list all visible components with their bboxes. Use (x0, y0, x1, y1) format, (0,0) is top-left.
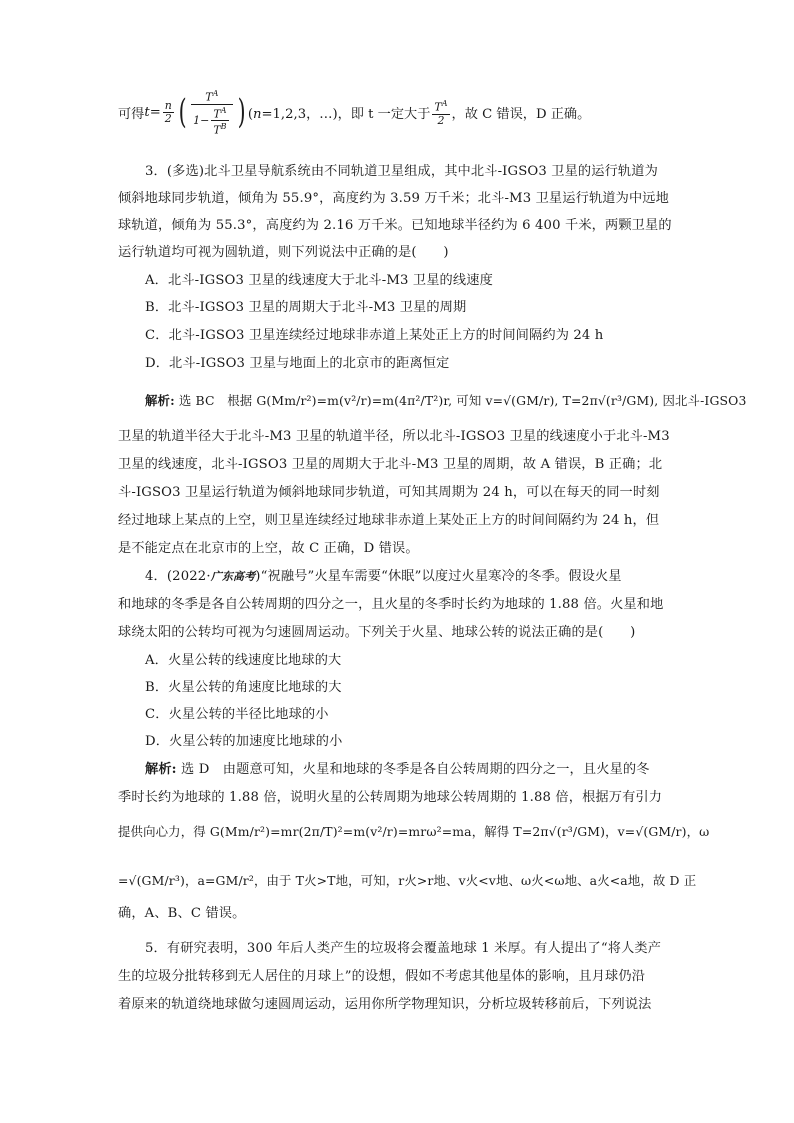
left-paren: ( (178, 92, 187, 133)
q4-line-2: 和地球的冬季是各自公转周期的四分之一，且火星的冬季时长约为地球的 1.88 倍。火星和地 (118, 597, 664, 612)
q3-analysis-first-text: 选 BC 根据 G(Mm/r²)=m(v²/r)=m(4π²/T²)r, 可知 v=√(GM/r), T=2π√(r³/GM), 因北斗-IGSO3 (178, 393, 747, 408)
q4-analysis-line-5: 确，A、B、C 错误。 (118, 906, 246, 921)
q5-line-3: 着原来的轨道绕地球做匀速圆周运动，运用你所学物理知识，分析垃圾转移前后，下列说法 (118, 997, 652, 1012)
q4-option-c: C．火星公转的半径比地球的小 (145, 707, 329, 722)
continuation-prefix: 可得 (118, 106, 145, 122)
fraction-n-over-2: $\frac{n}{2}$ (164, 98, 172, 125)
q3-line-4: 运行轨道均可视为圆轨道，则下列说法中正确的是( ) (118, 245, 449, 260)
continuation-suffix: ，故 C 错误，D 正确。 (451, 106, 591, 122)
q3-line-3: 球轨道，倾角为 55.3°，高度约为 2.16 万千米。已知地球半径约为 6 400 千米，两颗卫星的 (118, 218, 672, 233)
q5-line-1: 5．有研究表明，300 年后人类产生的垃圾将会覆盖地球 1 米厚。有人提出了“将人类产 (145, 941, 662, 956)
q4-analysis-line-1: 选 D 由题意可知，火星和地球的冬季是各自公转周期的四分之一，且火星的冬 (181, 762, 650, 777)
q3-analysis-line-1: 卫星的轨道半径大于北斗-M3 卫星的轨道半径，所以北斗-IGSO3 卫星的线速度小于北斗-M3 (118, 429, 670, 444)
q4-analysis-line-4: =√(GM/r³)，a=GM/r²，由于 T火>T地，可知，r火>r地、v火<v地、ω火<ω地、a火<a地，故 D 正 (118, 873, 697, 888)
q5-line-2: 生的垃圾分批转移到无人居住的月球上”的设想，假如不考虑其他星体的影响，且月球仍沿 (118, 969, 646, 984)
q4-line-1-rest: )“祝融号”火星车需要“休眠”以度过火星寒冷的冬季。假设火星 (255, 569, 622, 584)
q4-source: 广东高考 (210, 570, 256, 583)
q4-option-b: B．火星公转的角速度比地球的大 (145, 680, 342, 695)
continuation-formula-line: 可得t= $\frac{n}{2}$ ( $T^A$ 1− $\frac{T^A}{T^B}$ ) (n=1,2,3，…)，即 t 一定大于 $\frac{T^A}{2}$ ，故 C 错误，D 正确。 (118, 89, 591, 137)
fraction-half-period: $\frac{T^A}{2}$ (434, 99, 448, 127)
q3-option-b: B．北斗-IGSO3 卫星的周期大于北斗-M3 卫星的周期 (145, 300, 467, 315)
q4-line-1 (145, 568, 707, 586)
q4-option-d: D．火星公转的加速度比地球的小 (145, 734, 343, 749)
q3-analysis-first (145, 392, 747, 410)
q4-analysis-first (145, 761, 707, 779)
q3-analysis-line-3: 斗-IGSO3 卫星运行轨道为倾斜地球同步轨道，可知其周期为 24 h，可以在每天的同一时刻 (118, 485, 660, 500)
q3-option-a: A．北斗-IGSO3 卫星的线速度大于北斗-M3 卫星的线速度 (145, 273, 493, 288)
q3-line-2: 倾斜地球同步轨道，倾角为 55.9°，高度约为 3.59 万千米；北斗-M3 卫星运行轨道为中远地 (118, 191, 669, 206)
q4-line-3: 球绕太阳的公转均可视为匀速圆周运动。下列关于火星、地球公转的说法正确的是( ) (118, 625, 636, 640)
q4-analysis-label: 解析: (145, 762, 177, 777)
q4-analysis-line-2: 季时长约为地球的 1.88 倍，说明火星的公转周期为地球公转周期的 1.88 倍，根据万有引力 (118, 790, 663, 805)
fraction-period: $T^A$ 1− $\frac{T^A}{T^B}$ (191, 88, 232, 137)
q3-option-d: D．北斗-IGSO3 卫星与地面上的北京市的距离恒定 (145, 356, 450, 371)
q3-option-c: C．北斗-IGSO3 卫星连续经过地球非赤道上某处正上方的时间间隔约为 24 h (145, 328, 604, 343)
q3-analysis-label: 解析: (145, 393, 175, 408)
right-paren: ) (237, 92, 246, 133)
q4-analysis-line-3: 提供向心力，得 G(Mm/r²)=mr(2π/T)²=m(v²/r)=mrω²=ma，解得 T=2π√(r³/GM)，v=√(GM/r)，ω (118, 824, 710, 839)
continuation-middle: ，即 t 一定大于 (337, 106, 431, 122)
q4-option-a: A．火星公转的线速度比地球的大 (145, 653, 342, 668)
q3-line-1: 3．(多选)北斗卫星导航系统由不同轨道卫星组成，其中北斗-IGSO3 卫星的运行轨道为 (145, 164, 658, 179)
q3-analysis-line-5: 是不能定点在北京市的上空，故 C 正确，D 错误。 (118, 541, 419, 556)
q3-analysis-line-4: 经过地球上某点的上空，则卫星连续经过地球非赤道上某处正上方的时间间隔约为 24 h，但 (118, 513, 660, 528)
q4-number: 4．(2022· (145, 569, 211, 584)
q3-analysis-line-2: 卫星的线速度，北斗-IGSO3 卫星的周期大于北斗-M3 卫星的周期，故 A 错误，B 正确；北 (118, 457, 663, 472)
